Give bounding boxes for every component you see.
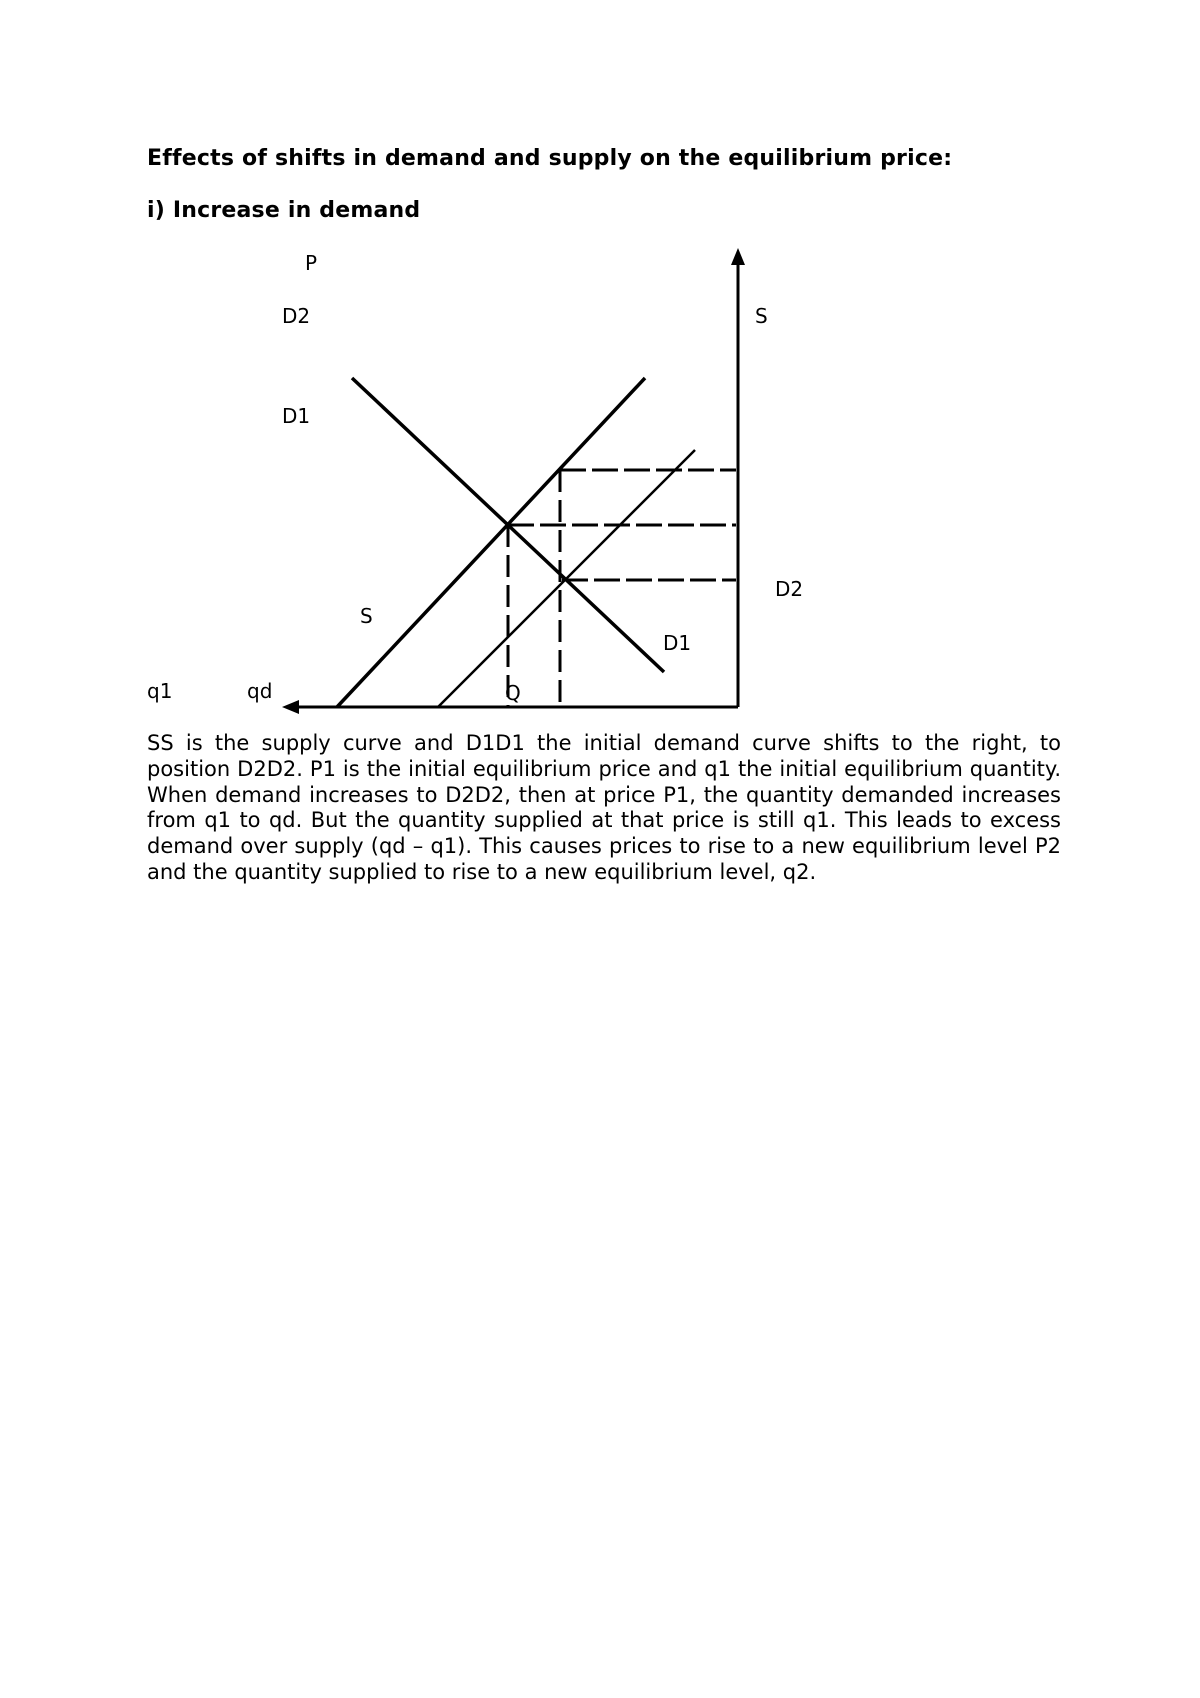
explanation-paragraph: SS is the supply curve and D1D1 the initial demand curve shifts to the right, to position D2D2. P1 is the initial equilibrium price and q1 the initial equilibrium quantity. When demand increases to D2D2, then at price P1, the quantity demanded increases from q1 to qd. But the quantity supplied at that price is still q1. This leads to excess demand over supply (qd – q1). This causes prices to rise to a new equilibrium level P2 and the quantity supplied to rise to a new equilibrium level, q2. — [147, 731, 1061, 884]
label-qd: qd — [247, 679, 273, 703]
label-s-bottom: S — [360, 604, 373, 628]
label-d1-top: D1 — [282, 404, 311, 428]
document-title: Effects of shifts in demand and supply on the equilibrium price: — [147, 146, 953, 171]
label-d2-top: D2 — [282, 304, 311, 328]
supply-demand-diagram — [0, 0, 1200, 720]
quantity-axis-arrowhead — [282, 700, 299, 714]
label-d1-bottom: D1 — [663, 631, 692, 655]
label-d2-right: D2 — [775, 577, 804, 601]
supply-curve-s — [337, 378, 645, 707]
label-s-top: S — [755, 304, 768, 328]
section-heading: i) Increase in demand — [147, 198, 421, 223]
label-price-axis: P — [305, 251, 318, 275]
label-q-axis: Q — [505, 681, 521, 705]
label-q1: q1 — [147, 679, 173, 703]
price-axis-arrowhead — [731, 248, 745, 265]
